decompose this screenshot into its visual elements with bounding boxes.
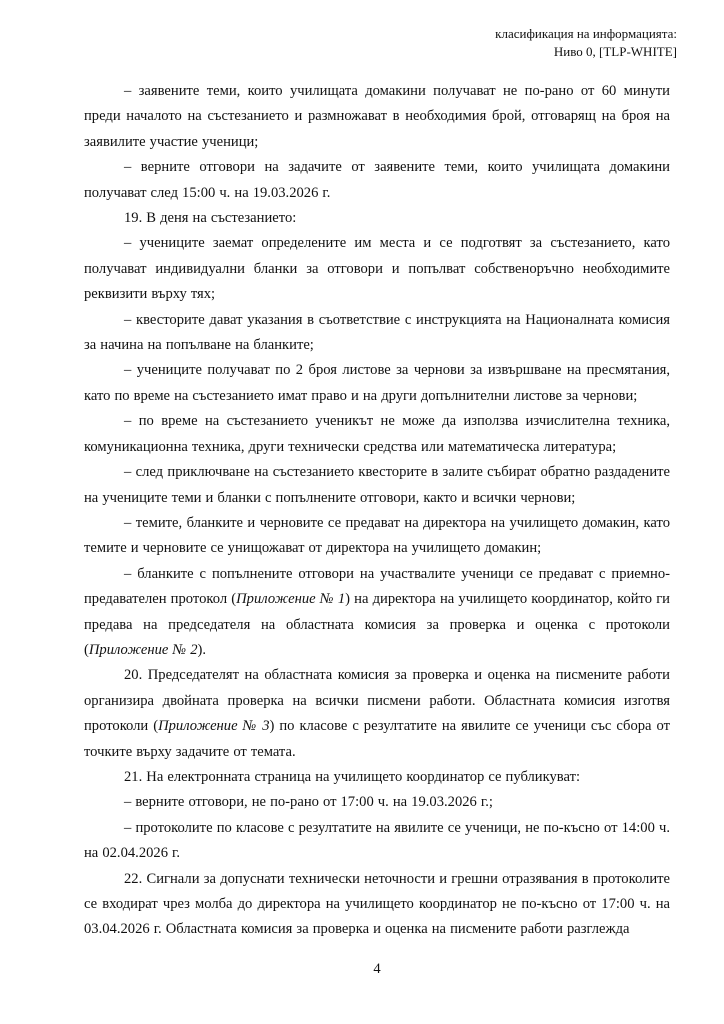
text-run: – след приключване на състезанието квесторите в залите събират обратно раздадените на учениците теми и бланки с попълнените отговори, както и всички чернови; <box>84 464 670 506</box>
paragraph <box>84 867 670 943</box>
text-run: – по време на състезанието ученикът не може да използва изчислителна техника, комуникационна техника, други технически средства или математическа литература; <box>84 413 670 455</box>
text-run: 19. В деня на състезанието: <box>124 210 297 227</box>
text-run: – верните отговори, не по-рано от 17:00 ч. на 19.03.2026 г.; <box>124 794 493 811</box>
paragraph <box>84 358 670 409</box>
text-run: – учениците получават по 2 броя листове за чернови за извършване на пресмятания, като по време на състезанието имат право и на други допълнителни листове за чернови; <box>84 362 670 404</box>
text-run: ). <box>197 641 207 658</box>
paragraph <box>84 460 670 511</box>
text-run: – бланките с попълнените отговори на участвалите ученици се предават с приемно-предавателен протокол ( <box>84 565 670 608</box>
paragraph <box>84 206 670 231</box>
italic-run: Приложение № 2 <box>88 641 198 658</box>
paragraph <box>84 816 670 867</box>
paragraph <box>84 790 670 815</box>
classification-header <box>495 25 677 61</box>
text-run: – заявените теми, които училищата домакини получават не по-рано от 60 минути преди началото на състезанието и размножават в необходимия брой, отговарящ на броя на заявилите участие ученици; <box>84 83 670 150</box>
text-run: ) на директора на училището координатор, който ги предава на председателя на областната комисия за проверка и оценка с протоколи ( <box>84 591 670 658</box>
text-run: – верните отговори на задачите от заявените теми, които училищата домакини получават след 15:00 ч. на 19.03.2026 г. <box>84 159 670 201</box>
text-run: 20. Председателят на областната комисия за проверка и оценка на писмените работи организира двойната проверка на всички писмени работи. Областната комисия изготвя протоколи ( <box>84 667 670 735</box>
page-number: 4 <box>373 961 381 977</box>
paragraph <box>84 409 670 460</box>
text-run: 22. Сигнали за допуснати технически неточности и грешни отразявания в протоколите се входират чрез молба до директора на училището координатор не по-късно от 17:00 ч. на 03.04.2026 г. Областната комисия за проверка и оценка на писмените работи разглежда <box>84 870 670 938</box>
text-run: – протоколите по класове с резултатите на явилите се ученици, не по-късно от 14:00 ч. на 02.04.2026 г. <box>84 819 670 862</box>
text-run: 21. На електронната страница на училището координатор се публикуват: <box>124 768 581 785</box>
paragraph <box>84 308 670 359</box>
text-run: – квесторите дават указания в съответствие с инструкцията на Националната комисия за начина на попълване на бланките; <box>84 311 670 354</box>
text-run: ) по класове с резултатите на явилите се ученици със сбора от точките върху задачите от темата. <box>84 718 670 760</box>
classification-line-1: класификация на информацията: <box>495 26 677 41</box>
classification-line-2: Ниво 0, [TLP-WHITE] <box>553 44 677 59</box>
paragraph <box>84 562 670 664</box>
paragraph <box>84 663 670 765</box>
paragraph <box>84 155 670 206</box>
paragraph <box>84 765 670 790</box>
paragraph <box>84 79 670 155</box>
paragraph <box>84 231 670 307</box>
document-body <box>84 79 670 943</box>
text-run: – учениците заемат определените им места и се подготвят за състезанието, като получават индивидуални бланки за отговори и попълват собственоръчно необходимите реквизити върху тях; <box>84 235 670 303</box>
italic-run: Приложение № 3 <box>158 718 270 735</box>
italic-run: Приложение № 1 <box>236 591 346 608</box>
paragraph <box>84 511 670 562</box>
text-run: – темите, бланките и черновите се предават на директора на училището домакин, като темите и черновите се унищожават от директора на училището домакин; <box>84 514 670 557</box>
